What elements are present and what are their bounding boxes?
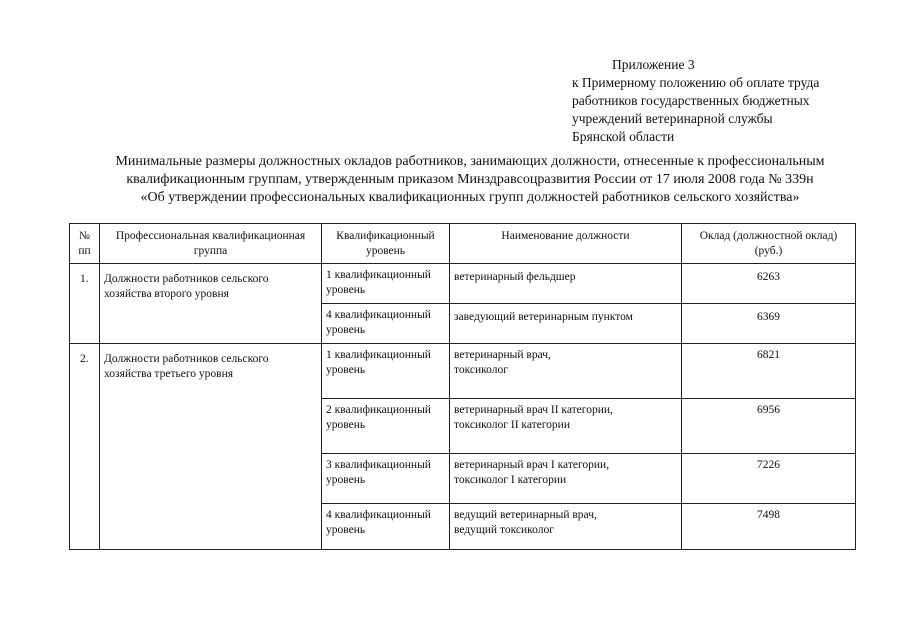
appendix-line: Брянской области [572,129,675,144]
table-row [70,264,856,304]
appendix-line: работников государственных бюджетных [572,93,810,108]
row-number: 2. [70,344,100,550]
position-name [450,399,682,454]
salary-value: 6263 [682,264,856,304]
qualification-level: 1 квалификационный уровень [322,344,450,399]
salary-value: 7226 [682,454,856,504]
position-line: заведующий ветеринарным пунктом [454,311,633,323]
header-group: Профессиональная квалификационная группа [100,224,322,264]
document-title-line: квалификационным группам, утвержденным приказом Минздравсоцразвития России от 17 июля 2008 года № 339н [126,172,814,187]
header-level: Квалификационный уровень [322,224,450,264]
appendix-number: Приложение 3 [612,57,695,72]
salary-value: 6956 [682,399,856,454]
qualification-level: 3 квалификационный уровень [322,454,450,504]
salary-value: 6821 [682,344,856,399]
qualification-level: 2 квалификационный уровень [322,399,450,454]
position-line: ведущий ветеринарный врач, [454,509,597,521]
position-line: токсиколог I категории [454,474,567,486]
header-position: Наименование должности [450,224,682,264]
document-title [40,153,900,207]
salary-value: 6369 [682,304,856,344]
position-name [450,264,682,304]
position-line: ветеринарный врач I категории, [454,459,610,471]
salary-value: 7498 [682,504,856,550]
document-title-line: «Об утверждении профессиональных квалификационных групп должностей работников сельского хозяйства» [140,190,800,205]
position-line: ветеринарный врач II категории, [454,404,613,416]
header-number [70,224,100,264]
appendix-line: учреждений ветеринарной службы [572,111,773,126]
document-title-line: Минимальные размеры должностных окладов работников, занимающих должности, отнесенные к профессиональным [115,154,825,169]
position-name [450,304,682,344]
position-line: токсиколог [454,364,508,376]
header-number-line1: № [79,230,90,242]
group-name: Должности работников сельского хозяйства второго уровня [100,264,322,344]
table-row [70,344,856,399]
appendix-header [572,56,819,146]
group-name: Должности работников сельского хозяйства третьего уровня [100,344,322,550]
position-line: ветеринарный врач, [454,349,551,361]
appendix-line: к Примерному положению об оплате труда [572,75,820,90]
qualification-level: 4 квалификационный уровень [322,504,450,550]
row-number: 1. [70,264,100,344]
position-name [450,504,682,550]
position-name [450,344,682,399]
header-salary: Оклад (должностной оклад) (руб.) [682,224,856,264]
qualification-level: 4 квалификационный уровень [322,304,450,344]
position-line: ветеринарный фельдшер [454,271,576,283]
position-line: токсиколог II категории [454,419,570,431]
position-name [450,454,682,504]
qualification-level: 1 квалификационный уровень [322,264,450,304]
position-line: ведущий токсиколог [454,524,554,536]
table-header-row [70,224,856,264]
salary-table [69,223,856,550]
header-number-line2: пп [78,245,91,257]
